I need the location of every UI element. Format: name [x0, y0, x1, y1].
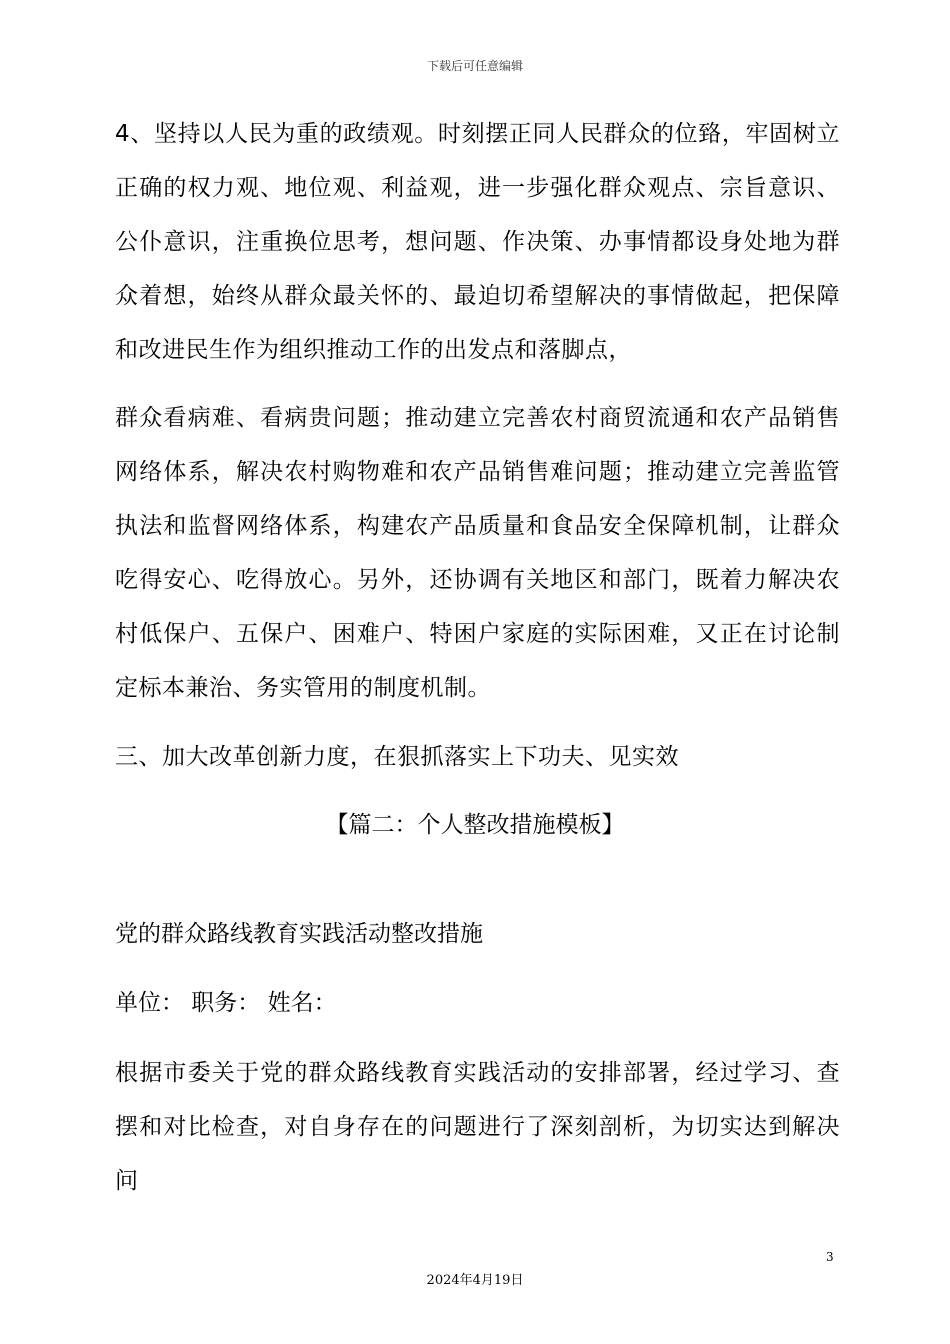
- paragraph-3: 三、加大改革创新力度，在狠抓落实上下功夫、见实效: [115, 744, 679, 770]
- paragraph-4: 根据市委关于党的群众路线教育实践活动的安排部署，经过学习、查摆和对比检查，对自身存在的问题进行了深刻剖析，为切实达到解决问: [115, 1060, 840, 1194]
- section-title: 【篇二：个人整改措施模板】: [325, 812, 625, 838]
- subtitle-unit-line: 单位： 职务： 姓名：: [115, 990, 337, 1016]
- paragraph-2: 群众看病难、看病贵问题；推动建立完善农村商贸流通和农产品销售网络体系，解决农村购物难和农产品销售难问题；推动建立完善监管执法和监督网络体系，构建农产品质量和食品安全保障机制，让群众吃得安心、吃得放心。另外，还协调有关地区和部门，既着力解决农村低保户、五保户、困难户、特困户家庭的实际困难，又正在讨论制定标本兼治、务实管用的制度机制。: [115, 405, 840, 701]
- page-number: 3: [826, 1250, 834, 1264]
- subtitle-activity: 党的群众路线教育实践活动整改措施: [115, 921, 483, 947]
- paragraph-1: 4、坚持以人民为重的政绩观。时刻摆正同人民群众的位臵，牢固树立正确的权力观、地位观、利益观，进一步强化群众观点、宗旨意识、公仆意识，注重换位思考，想问题、作决策、办事情都设身处地为群众着想，始终从群众最关怀的、最迫切希望解决的事情做起，把保障和改进民生作为组织推动工作的出发点和落脚点，: [115, 121, 840, 363]
- header-note: 下载后可任意编辑: [426, 59, 523, 73]
- footer-date: 2024年4月19日: [426, 1273, 524, 1288]
